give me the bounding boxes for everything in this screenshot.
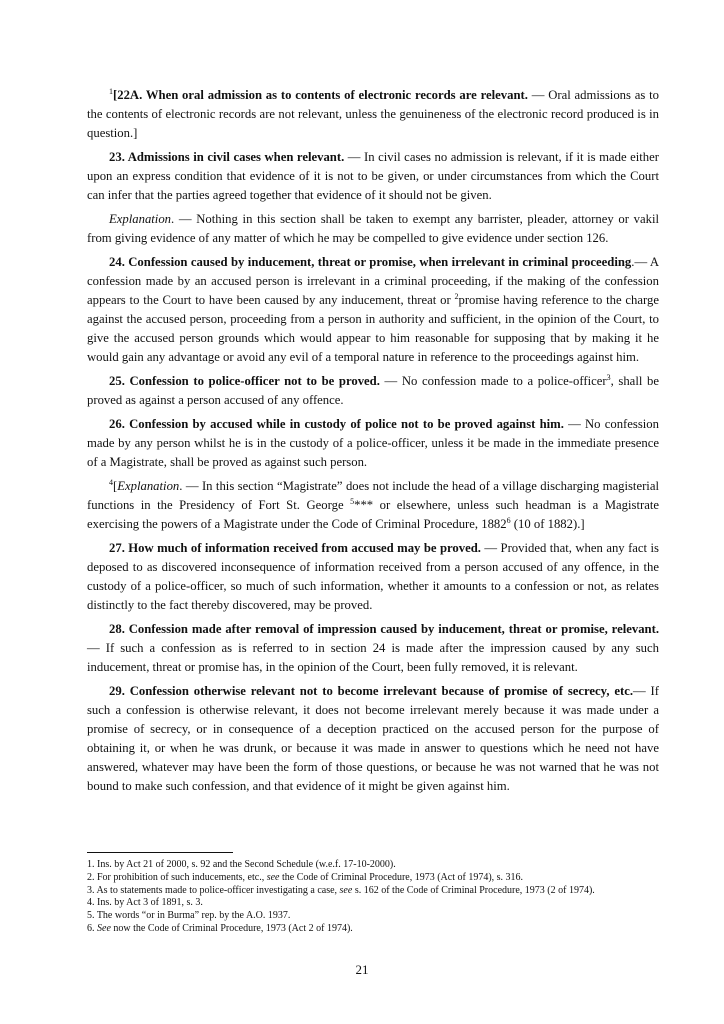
section-28	[87, 620, 659, 677]
section-27	[87, 539, 659, 615]
footnote-italic: see	[339, 884, 353, 896]
section-body: .— A confession made by an accused person is irrelevant in a criminal proceeding, if the making of the confession appears to the Court to have been caused by any inducement, threat or	[87, 255, 660, 307]
section-heading: 24. Confession caused by inducement, threat or promise, when irrelevant in criminal proceeding	[109, 255, 632, 269]
footnote-marker: 4	[109, 477, 113, 487]
section-heading: 25. Confession to police-officer not to be proved.	[109, 374, 380, 388]
explanation-label: Explanation	[109, 212, 172, 226]
section-body-cont: *** or elsewhere, unless such headman is a Magistrate exercising the powers of a Magistrate under the Code of Criminal Procedure, 1882	[87, 498, 659, 531]
footnote-4	[87, 897, 659, 910]
section-25	[87, 372, 659, 410]
section-heading: 28. Confession made after removal of impression caused by inducement, threat or promise, relevant.	[109, 622, 659, 636]
footnote-marker: 3	[606, 372, 611, 382]
section-body: — If such a confession is otherwise relevant, it does not become irrelevant merely because it was made under a promise of secrecy, or in consequence of a deception practiced on the accused person for the purpose of obtaining it, or when he was drunk, or because it was made in answer to questions which he need not have answered, whatever may have been the form of those questions, or because he was not warned that he was not bound to make such confession, and that evidence of it might be given against him.	[87, 684, 660, 793]
section-body: . — Nothing in this section shall be taken to exempt any barrister, pleader, attorney or vakil from giving evidence of any matter of which he may be compelled to give evidence under section 126.	[87, 212, 659, 245]
section-heading: 27. How much of information received from accused may be proved.	[109, 541, 481, 555]
section-26-explanation	[87, 477, 659, 534]
footnote-text: 5. The words “or in Burma” rep. by the A.O. 1937.	[87, 910, 291, 922]
footnote-divider	[87, 852, 233, 853]
section-22a	[87, 86, 659, 143]
footnote-text: 2. For prohibition of such inducements, etc.,	[87, 871, 267, 883]
footnote-text: 1. Ins. by Act 21 of 2000, s. 92 and the Second Schedule (w.e.f. 17-10-2000).	[87, 859, 396, 870]
section-23	[87, 148, 659, 205]
section-body-cont: promise having reference to the charge against the accused person, proceeding from a person in authority and sufficient, in the opinion of the Court, to give the accused person grounds which would appear to him reasonable for supposing that by making it he would gain any advantage or avoid any evil of a temporal nature in reference to the proceedings against him.	[87, 293, 659, 364]
document-body	[87, 86, 659, 801]
section-body: — If such a confession as is referred to in section 24 is made after the impression caused by any such inducement, threat or promise has, in the opinion of the Court, been fully removed, it is relevant.	[87, 641, 659, 674]
bracket-open: [	[113, 479, 118, 493]
footnote-text: 3. As to statements made to police-officer investigating a case,	[87, 884, 340, 896]
footnote-text-cont: the Code of Criminal Procedure, 1973 (Act of 1974), s. 316.	[279, 871, 524, 883]
section-heading: 26. Confession by accused while in custody of police not to be proved against him.	[109, 417, 564, 431]
section-body-cont: , shall be proved as against a person accused of any offence.	[87, 374, 659, 407]
section-body: — No confession made to a police-officer	[379, 374, 607, 388]
section-body: . — In this section “Magistrate” does not include the head of a village discharging magisterial functions in the Presidency of Fort St. George	[87, 479, 659, 512]
section-body: — No confession made by any person whilst he is in the custody of a police-officer, unless it be made in the immediate presence of a Magistrate, shall be proved as against such person.	[87, 417, 659, 469]
section-24	[87, 253, 659, 367]
footnote-5	[87, 910, 659, 923]
section-23-explanation	[87, 210, 659, 248]
footnote-2	[87, 872, 659, 885]
section-heading: [22A. When oral admission as to contents of electronic records are relevant.	[113, 88, 528, 102]
section-heading: 29. Confession otherwise relevant not to become irrelevant because of promise of secrecy, etc.	[109, 684, 634, 698]
section-29	[87, 682, 659, 796]
section-26	[87, 415, 659, 472]
page-number: 21	[355, 962, 369, 977]
footnote-3	[87, 885, 659, 898]
footnote-italic: See	[97, 922, 111, 934]
footnote-text-cont: now the Code of Criminal Procedure, 1973 (Act 2 of 1974).	[110, 922, 353, 934]
footnote-text: 4. Ins. by Act 3 of 1891, s. 3.	[87, 897, 203, 909]
footnote-text: 6.	[87, 922, 97, 934]
footnote-text-cont: s. 162 of the Code of Criminal Procedure, 1973 (2 of 1974).	[352, 884, 595, 896]
footnote-1	[87, 859, 659, 872]
footnote-italic: see	[266, 871, 280, 883]
footnotes	[87, 859, 659, 936]
footnote-6	[87, 923, 659, 936]
footnote-marker: 5	[350, 496, 355, 506]
footnote-marker: 6	[506, 515, 511, 525]
footnote-marker: 2	[454, 291, 459, 301]
section-heading: 23. Admissions in civil cases when relevant.	[109, 150, 345, 164]
footnote-marker: 1	[109, 86, 113, 96]
section-body-end: (10 of 1882).]	[510, 517, 585, 531]
explanation-label: Explanation	[117, 479, 180, 493]
section-body: — In civil cases no admission is relevant, if it is made either upon an express condition that evidence of it is not to be given, or under circumstances from which the Court can infer that the parties agreed together that evidence of it should not be given.	[87, 150, 659, 202]
section-body: — Provided that, when any fact is deposed to as discovered inconsequence of information received from a person accused of any offence, in the custody of a police-officer, so much of such information, whether it amounts to a confession or not, as relates distinctly to the fact thereby discovered, may be proved.	[87, 541, 659, 612]
section-body: — Oral admissions as to the contents of electronic records are not relevant, unless the genuineness of the electronic record produced is in question.]	[87, 88, 659, 140]
